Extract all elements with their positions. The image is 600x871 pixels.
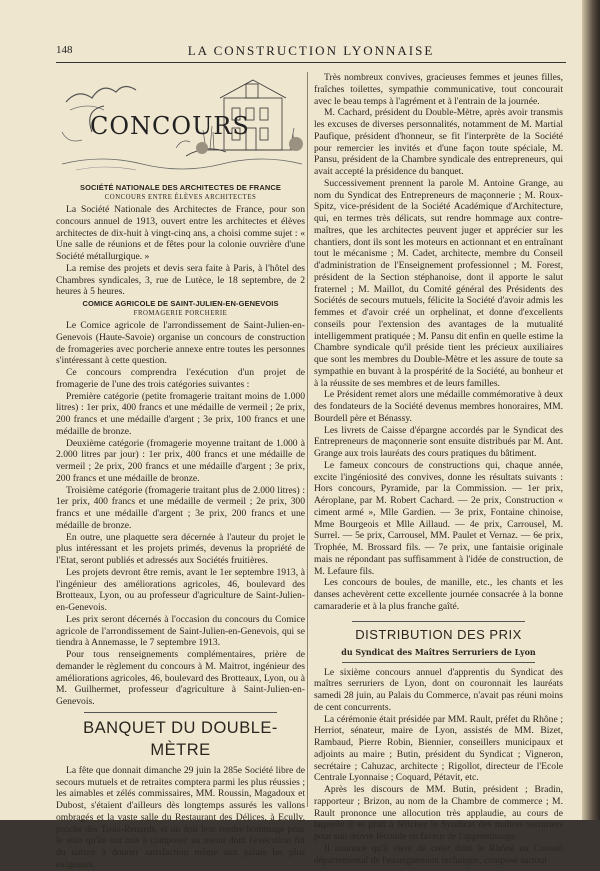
paragraph: Le Président remet alors une médaille commémorative à deux des fondateurs de la Société devenus membres honoraires, MM. Bourdell père et Bénassy. — [314, 389, 563, 424]
paragraph: Le Comice agricole de l'arrondissement de Saint-Julien-en-Genevois (Haute-Savoie) organise un concours de construction de fromageries avec porcherie annexe entre toutes les personnes s'intéressant à cette question. — [56, 320, 305, 367]
page-header — [56, 44, 566, 63]
section-rule — [342, 662, 535, 663]
article-title: DISTRIBUTION DES PRIX — [355, 626, 522, 642]
left-column — [56, 72, 305, 871]
paragraph: Les concours de boules, de manille, etc., les chants et les danses achevèrent cette excellente journée consacrée à la bonne camaraderie et à la plus franche gaîté. — [314, 577, 563, 612]
section-rule — [352, 621, 525, 622]
paragraph: Après les discours de MM. Butin, président ; Bradin, rapporteur ; Brizon, au nom de la Chambre de commerce ; M. Rault prononce une allocution très applaudie, au cours de laquelle il se plaît à féliciter le Syndicat des maîtres serruriers pour son œuvre féconde en faveur de l'apprentissage. — [314, 784, 563, 842]
section-heading: COMICE AGRICOLE DE SAINT-JULIEN-EN-GENEVOIS — [82, 299, 279, 308]
page-number: 148 — [56, 44, 73, 56]
paragraph: Le sixième concours annuel d'apprentis du Syndicat des maîtres serruriers de Lyon, dont on couronnait les lauréats samedi 28 juin, au Palais du Commerce, n'avait pas réuni moins de cent concurrents. — [314, 666, 563, 713]
concours-banner — [56, 72, 305, 178]
paragraph: Il annonce qu'il vient de créer dans le Rhône un Conseil départemental de l'enseignement technique, composé surtout — [314, 842, 563, 866]
section-subheading: CONCOURS ENTRE ÉLÈVES ARCHITECTES — [104, 194, 257, 201]
banner-word: CONCOURS — [90, 112, 250, 140]
paragraph: La remise des projets et devis sera faite à Paris, à l'hôtel des Chambres syndicales, 3, rue de Lutèce, le 18 septembre, de 2 heures à 5 heures. — [56, 262, 305, 298]
paragraph: Première catégorie (petite fromagerie traitant moins de 1.000 litres) : 1er prix, 400 francs et une médaille de vermeil ; 2e prix, 200 francs et une médaille d'argent ; 3e prix, 100 francs et une médaille de bronze. — [56, 390, 305, 437]
left-column-flow — [56, 182, 305, 871]
paragraph: La cérémonie était présidée par MM. Rault, préfet du Rhône ; Herriot, sénateur, maire de Lyon, assistés de MM. Bizet, Rambaud, Pierre Robin, Biennier, conseillers municipaux et adjoints au maire ; Butin, président du Syndicat ; Vigneron, secrétaire ; Cahuzac, architecte ; Rigollot, directeur de l'Ecole Centrale Lyonnaise ; Coquard, Pétavit, etc. — [314, 713, 563, 784]
section-subheading: FROMAGERIE PORCHERIE — [133, 310, 228, 317]
article-title: BANQUET DU DOUBLE-MÈTRE — [83, 718, 278, 759]
paragraph: Troisième catégorie (fromagerie traitant plus de 2.000 litres) : 1er prix, 400 francs et une médaille de vermeil ; 2e prix, 300 francs et une médaille d'argent ; 3e prix, 200 francs et une médaille de bronze. — [56, 484, 305, 531]
paragraph: Très nombreux convives, gracieuses femmes et jeunes filles, fraîches toilettes, sympathie communicative, tout concourait avec le beau temps à l'agrément et à l'entrain de la journée. — [314, 72, 563, 107]
paragraph: Les prix seront décernés à l'occasion du concours du Comice agricole de l'arrondissement de Saint-Julien-en-Genevois, qui se tiendra à Annemasse, le 7 septembre 1913. — [56, 613, 305, 649]
journal-title: LA CONSTRUCTION LYONNAISE — [187, 43, 435, 58]
binding-edge — [582, 0, 600, 820]
paragraph: Successivement prennent la parole M. Antoine Grange, au nom du Syndicat des Entrepreneurs de maçonnerie ; M. Roux-Spitz, vice-président de la Société Académique d'Architecture, qui, en termes très délicats, sut rendre hommage aux contre-maîtres, que les architectes peuvent juger et apprécier sur les chantiers, dont ils sont les moteurs en actionnant et en entraînant tout le mécanisme ; M. Cadet, architecte, membre du Conseil d'administration de l'Enseignement professionnel ; M. Forest, président de la Section stéphanoise, dont il apporte le salut fraternel ; M. Maillot, du Comité général des Présidents des Sociétés de secours mutuels, félicite la Société d'avoir admis les femmes et d'avoir créé un orphelinat, et donne d'excellents conseils pour l'extension des avantages de la mutualité intelligemment pratiquée ; M. Pansu dit enfin en quelle estime la Chambre syndicale qu'il préside tient les précieux auxiliaires que sont les membres du Double-Mètre et les assure de toute sa sympathie en buvant à la prospérité de la Société, au bonheur et à la réussite de ses membres et de leurs familles. — [314, 177, 563, 389]
paragraph: M. Cachard, président du Double-Mètre, après avoir transmis les excuses de diverses personnalités, notamment de M. Martial Paufique, président d'honneur, se fit l'interprète de la Société pour remercier les invités et d'une façon toute spéciale, M. Pansu, président de la Chambre syndicale des entrepreneurs, qui avait accepté la présidence du banquet. — [314, 107, 563, 177]
paragraph: Le fameux concours de constructions qui, chaque année, excite l'ingéniosité des convives, donne les résultats suivants : Hors concours, Pyramide, par la Commission. — 1er prix, Aéroplane, par M. Robert Cachard. — 2e prix, Construction « ciment armé », Mlle Gardien. — 3e prix, Fontaine chinoise, Mme Bourgeois et Mlle Aillaud. — 4e prix, Carrousel, M. Surrel. — 5e prix, Carrousel, MM. Paulet et Vernaz. — 6e prix, Trophée, M. Brossard fils. — 7e prix, une fantaisie originale mais ne répondant pas suffisamment à l'idée de construction, de M. Lefaure fils. — [314, 459, 563, 577]
right-column-flow — [314, 72, 563, 866]
paragraph: La Société Nationale des Architectes de France, pour son concours annuel de 1913, ouvert entre les architectes et élèves architectes de dix-huit à vingt-cinq ans, a choisi comme sujet : « Une salle de réunions et de fêtes pour la colonie ouvrière d'une Société métallurgique. » — [56, 204, 305, 262]
paragraph: La fête que donnait dimanche 29 juin la 285e Société libre de secours mutuels et de retraites comptera parmi les plus réussies ; les aimables et zélés commissaires, MM. Roussin, Magadoux et Dubost, s'étaient d'ailleurs dès longtemps assurés les vallons ombragés et la vaste salle du Restaurant des Délices, à Ecully, proche des Trois-Renards, et on doit leur rendre hommage pour le soin qu'ils ont mis à composer un menu dont l'exécution fut du nature à donner satisfaction même aux palais les plus exigeants. — [56, 764, 305, 870]
column-divider — [307, 72, 308, 807]
section-rule — [84, 712, 277, 713]
paragraph: Les projets devront être remis, avant le 1er septembre 1913, à l'ingénieur des améliorations agricoles, 46, boulevard des Brotteaux, Lyon, ou au professeur d'agriculture de Saint-Julien-en-Genevois. — [56, 566, 305, 613]
right-column — [314, 72, 563, 866]
paragraph: Deuxième catégorie (fromagerie moyenne traitant de 1.000 à 2.000 litres par jour) : 1er prix, 400 francs et une médaille de vermeil ; 2e prix, 200 francs et une médaille d'argent ; 3e prix, 200 francs et une médaille de bronze. — [56, 437, 305, 484]
paragraph: En outre, une plaquette sera décernée à l'auteur du projet le plus intéressant et les projets primés, devenus la propriété de l'Etat, seront publiés et adressés aux Sociétés fruitières. — [56, 531, 305, 566]
paragraph: Ce concours comprendra l'exécution d'un projet de fromagerie de l'une des trois catégories suivantes : — [56, 367, 305, 390]
paragraph: Pour tous renseignements complémentaires, prière de demander le règlement du concours à M. Maitrot, ingénieur des améliorations agricoles, 46, boulevard des Brotteaux, Lyon, ou à M. Guilhermet, professeur d'agriculture à Saint-Julien-en-Genevois. — [56, 649, 305, 707]
paragraph: Les livrets de Caisse d'épargne accordés par le Syndicat des Entrepreneurs de maçonnerie sont ensuite distribués par M. Ant. Grange aux trois lauréats des cours pratiques du bâtiment. — [314, 424, 563, 459]
section-heading: SOCIÉTÉ NATIONALE DES ARCHITECTES DE FRANCE — [80, 183, 281, 192]
article-subtitle: du Syndicat des Maîtres Serruriers de Lyon — [341, 646, 536, 657]
